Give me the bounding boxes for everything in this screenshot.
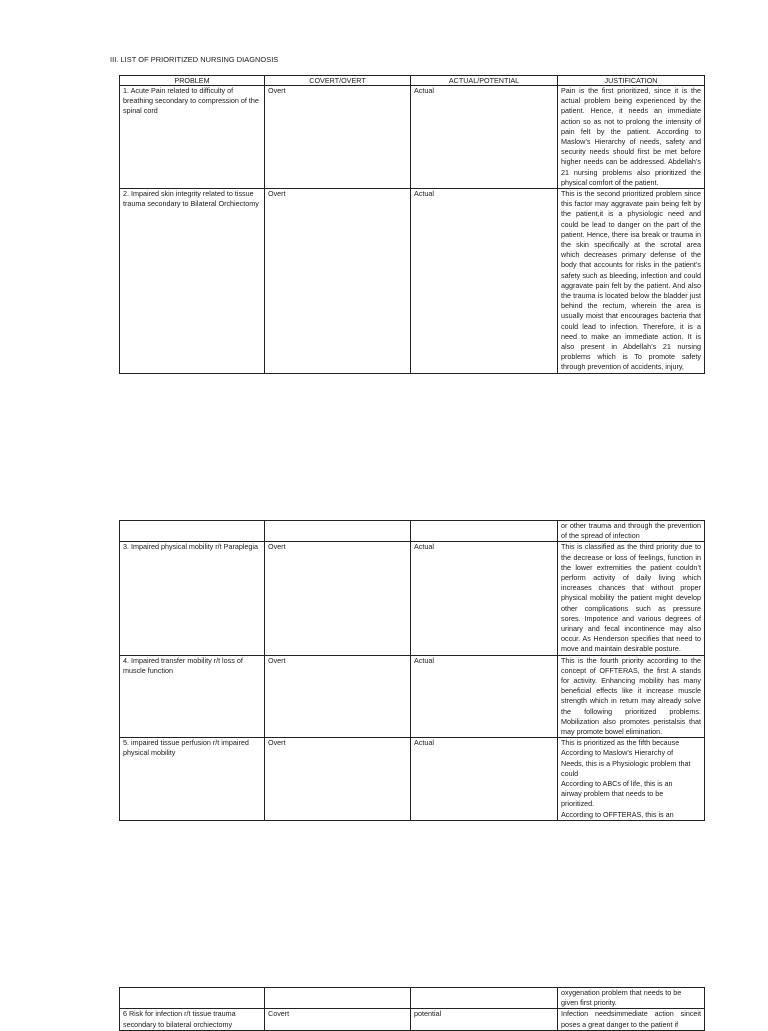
diagnosis-table-page-3 (119, 987, 705, 1031)
problem-cell: 3. Impaired physical mobility r/t Paraplegia (120, 542, 265, 655)
covert-overt-cell: Overt (265, 86, 411, 189)
justification-cell: This is the fourth priority according to the concept of OFFTERAS, the first A stands for activity. Enhancing mobility has many beneficial effects like it increase muscle strength which in return may already solve the following prioritized problems. Mobilization also promotes peristalsis that may promote bowel elimination. (558, 655, 705, 738)
covert-overt-cell: Overt (265, 542, 411, 655)
justification-line: prioritized. (561, 799, 595, 809)
header-covert-overt: COVERT/OVERT (265, 76, 411, 86)
justification-line: given first priority. (561, 998, 617, 1008)
table-header-row (120, 76, 705, 86)
problem-cell (120, 521, 265, 542)
problem-cell: 1. Acute Pain related to difficulty of breathing secondary to compression of the spinal cord (120, 86, 265, 189)
table-row (120, 655, 705, 738)
page-title: III. LIST OF PRIORITIZED NURSING DIAGNOSIS (110, 55, 279, 64)
justification-cell: or other trauma and through the prevention of the spread of infection (558, 521, 705, 542)
problem-cell: 4. Impaired transfer mobility r/t loss of muscle function (120, 655, 265, 738)
diagnosis-table-page-2 (119, 520, 705, 821)
justification-cell: This is the second prioritized problem since this factor may aggravate pain being felt by the patient,it is a physiologic need and could be lead to danger on the part of the patient. Hence, there isa break or trauma in the skin specifically at the scrotal area which decreases primary defense of the body that accounts for risks in the patient’s safety such as bleeding, infection and could aggravate pain felt by the patient. And also the trauma is located below the bladder just behind the rectum, wherein the area is usually moist that encourages bacteria that could lead to infection. Therefore, it is a need to make an immediate action. It is also present in Abdellah’s 21 nursing problems which is To promote safety through prevention of accidents, injury, (558, 189, 705, 374)
justification-cell: This is classified as the third priority due to the decrease or loss of feelings, function in the lower extremities the patient couldn’t perform activity of daily living which increases chances that without proper physical mobility the patient might develop other complications such as pressure sores. Impotence and various degrees of urinary and fecal incontinence may also occur. As Henderson specifies that need to move and maintain desirable posture. (558, 542, 705, 655)
problem-cell: 5. impaired tissue perfusion r/t impaired physical mobility (120, 738, 265, 821)
covert-overt-cell: Overt (265, 738, 411, 821)
justification-cell (558, 988, 705, 1009)
actual-potential-cell: Actual (411, 655, 558, 738)
actual-potential-cell: Actual (411, 86, 558, 189)
covert-overt-cell: Overt (265, 655, 411, 738)
justification-cell: Pain is the first prioritized, since it is the actual problem being experienced by the patient. Hence, it needs an immediate action so as not to prolong the intensity of pain felt by the patient. According to Maslow’s Hierarchy of needs, safety and security needs should first be met before higher needs can be addressed. Abdellah’s 21 nursing problems also prioritized the physical comfort of the patient. (558, 86, 705, 189)
actual-potential-cell: Actual (411, 738, 558, 821)
table-row (120, 738, 705, 821)
actual-potential-cell (411, 521, 558, 542)
actual-potential-cell: potential (411, 1009, 558, 1030)
table-row (120, 988, 705, 1009)
covert-overt-cell: Overt (265, 189, 411, 374)
covert-overt-cell: Covert (265, 1009, 411, 1030)
justification-line: This is prioritized as the fifth because (561, 738, 680, 748)
actual-potential-cell (411, 988, 558, 1009)
justification-line: According to ABCs of life, this is an (561, 779, 673, 789)
covert-overt-cell (265, 521, 411, 542)
table-row (120, 1009, 705, 1030)
justification-line: According to OFFTERAS, this is an (561, 809, 674, 819)
covert-overt-cell (265, 988, 411, 1009)
table-row (120, 86, 705, 189)
justification-line: airway problem that needs to be (561, 789, 664, 799)
table-row (120, 189, 705, 374)
actual-potential-cell: Actual (411, 542, 558, 655)
justification-line: According to Maslow’s Hierarchy of (561, 748, 674, 758)
table-row (120, 542, 705, 655)
justification-line: could (561, 768, 579, 778)
justification-line: Needs, this is a Physiologic problem that (561, 758, 691, 768)
header-justification: JUSTIFICATION (558, 76, 705, 86)
table-row (120, 521, 705, 542)
header-problem: PROBLEM (120, 76, 265, 86)
justification-line: oxygenation problem that needs to be (561, 988, 682, 997)
problem-cell: 6 Risk for infection r/t tissue trauma secondary to bilateral orchiectomy (120, 1009, 265, 1030)
diagnosis-table-page-1 (119, 75, 705, 374)
actual-potential-cell: Actual (411, 189, 558, 374)
problem-cell (120, 988, 265, 1009)
justification-cell: Infection needsimmediate action sinceit poses a great danger to the patient if (558, 1009, 705, 1030)
problem-cell: 2. Impaired skin integrity related to tissue trauma secondary to Bilateral Orchiectomy (120, 189, 265, 374)
header-actual-potential: ACTUAL/POTENTIAL (411, 76, 558, 86)
justification-cell (558, 738, 705, 821)
